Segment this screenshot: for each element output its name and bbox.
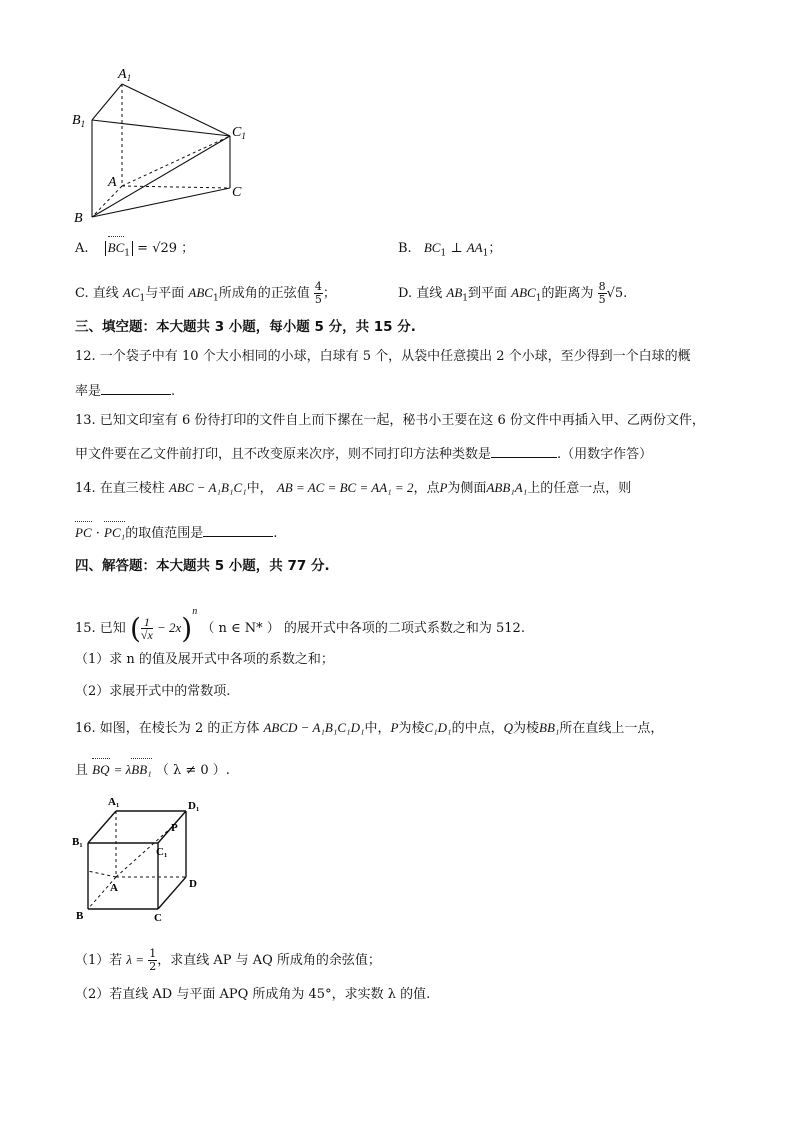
option-d-fraction: $\frac{8}{5}$ — [598, 280, 606, 306]
q14-point-pre: ，点 — [413, 481, 440, 496]
q14-line-2-text: 的取值范围是 — [125, 526, 204, 541]
section-4-title: 四、解答题：本大题共 5 小题，共 77 分. — [75, 558, 330, 574]
q14-intro: 14. 在直三棱柱 — [75, 481, 165, 496]
option-b: B. $BC_1$ ⊥ $AA_1$； — [398, 240, 502, 259]
q16-line-2-pre: 且 — [75, 763, 89, 778]
q14-line-2-end: . — [273, 526, 278, 541]
q15-term: − 2x — [156, 620, 182, 635]
option-a — [75, 239, 194, 263]
q12-line-2-text: 率是 — [75, 384, 102, 399]
q16-line-1 — [75, 719, 663, 738]
q16-part-1-post: ，求直线 AP 与 AQ 所成角的余弦值； — [157, 953, 381, 968]
option-a-abs: $BC_1$ — [105, 241, 133, 256]
q16-edge-c1d1: C₁D₁ — [424, 720, 452, 735]
label-A1: $A_1$ — [118, 67, 132, 83]
label-C1: $C_1$ — [232, 125, 246, 141]
option-a-value: = √29 ； — [137, 241, 195, 256]
cube-label-A: A — [110, 882, 118, 894]
option-d-line: AB — [446, 285, 463, 300]
q15-exponent: n — [192, 606, 198, 617]
q15-stem — [75, 594, 525, 647]
label-C: C — [232, 185, 242, 200]
cube-label-B1: B₁ — [72, 836, 83, 848]
q16-vector-bb1: BB₁ — [131, 762, 152, 777]
q16-edge-bb1: BB₁ — [539, 720, 560, 735]
q15-paren-left: ( — [129, 611, 141, 645]
q13-line-2 — [75, 443, 652, 464]
option-c-line: AC — [122, 285, 140, 300]
q16-vector-bq: BQ — [92, 762, 110, 777]
option-a-prefix: A. — [75, 241, 89, 256]
q14-prism: ABC − A₁B₁C₁ — [168, 480, 247, 495]
q16-part-1-pre: （1）若 — [75, 953, 123, 968]
q14-dot: · — [95, 526, 100, 541]
q16-mid2: 为棱 — [398, 721, 425, 736]
q13-line-2-text: 甲文件要在乙文件前打印，且不改变原来次序，则不同打印方法种类数是 — [75, 447, 492, 462]
option-b-tail: ； — [488, 241, 502, 256]
option-c-fraction: $\frac{4}{5}$ — [314, 280, 322, 306]
option-d-tail: 的距离为 — [541, 286, 594, 301]
option-b-prefix: B. — [398, 241, 412, 256]
cube-label-B: B — [76, 910, 84, 922]
option-c: C. 直线 $AC_1$与平面 $ABC_1$所成角的正弦值 $\frac{4}{5}$ ； — [75, 280, 336, 306]
q15-condition: （ n ∈ N* ） — [201, 621, 280, 636]
q16-mid4: 为棱 — [512, 721, 539, 736]
q14-line-2 — [75, 522, 277, 543]
label-A: A — [108, 175, 117, 190]
q14-vector-pc: PC — [75, 525, 92, 540]
option-a-vector: BC — [107, 240, 125, 255]
option-b-perp: ⊥ — [450, 241, 463, 256]
q14-face: ABB₁A₁ — [486, 480, 528, 495]
option-d-prefix: D. 直线 — [398, 286, 443, 301]
option-d-mid: 到平面 — [468, 286, 508, 301]
label-B: B — [74, 211, 83, 226]
q12-line-2 — [75, 380, 175, 401]
q13-answer-blank[interactable] — [491, 443, 557, 458]
q16-condition: （ λ ≠ 0 ）. — [155, 763, 230, 778]
q13-line-2-end: .（用数字作答） — [557, 447, 653, 462]
q15-part-1: （1）求 n 的值及展开式中各项的系数之和； — [75, 652, 334, 667]
q15-part-2: （2）求展开式中的常数项. — [75, 684, 231, 699]
option-c-mid: 与平面 — [145, 286, 185, 301]
option-b-lhs: BC — [423, 240, 441, 255]
q14-face-pre: 为侧面 — [447, 481, 487, 496]
q14-point: P — [439, 480, 448, 495]
q16-line-2 — [75, 761, 230, 780]
q14-equation: AB = AC = BC = AA₁ = 2 — [276, 480, 414, 495]
q16-part-1-fraction: $\frac{1}{2}$ — [149, 947, 157, 973]
option-b-rhs: AA — [466, 240, 483, 255]
q12-line-2-end: . — [171, 384, 176, 399]
q14-vector-pc1: PC₁ — [104, 525, 126, 540]
option-d-plane: ABC — [511, 285, 536, 300]
q16-equals-lambda: = λ — [113, 762, 132, 777]
q14-line-1-end: 上的任意一点，则 — [527, 481, 632, 496]
option-d: D. 直线 $AB_1$到平面 $ABC_1$的距离为 $\frac{8}{5}$ √5. — [398, 280, 628, 306]
q16-point-p: P — [390, 720, 399, 735]
q16-mid3: 的中点， — [451, 721, 504, 736]
option-c-plane: ABC — [188, 285, 213, 300]
cube-label-A1: A₁ — [108, 796, 120, 808]
cube-label-P: P — [171, 822, 178, 834]
option-c-tail: 所成角的正弦值 — [218, 286, 310, 301]
q16-part-1-lambda: λ = — [126, 952, 145, 967]
option-c-prefix: C. 直线 — [75, 286, 119, 301]
q14-answer-blank[interactable] — [203, 522, 273, 537]
q12-answer-blank[interactable] — [101, 380, 171, 395]
q16-mid: 中， — [364, 721, 391, 736]
option-d-root: √5 — [606, 286, 624, 301]
cube-label-D: D — [189, 878, 197, 890]
q15-paren-right: ) — [181, 611, 193, 645]
q16-intro: 16. 如图，在棱长为 2 的正方体 — [75, 721, 260, 736]
cube-label-C1: C₁ — [156, 846, 168, 858]
q16-cube: ABCD − A₁B₁C₁D₁ — [263, 720, 365, 735]
q14-mid: 中， — [246, 481, 273, 496]
cube-label-C: C — [154, 912, 162, 924]
q12-line-1: 12. 一个袋子中有 10 个大小相同的小球，白球有 5 个，从袋中任意摸出 2 个小球，至少得到一个白球的概 — [75, 349, 691, 364]
cube-label-D1: D₁ — [188, 800, 200, 812]
q15-fraction: $\frac{1}{√x}$ — [140, 615, 153, 642]
q16-part-1 — [75, 945, 381, 976]
q16-part-2: （2）若直线 AD 与平面 APQ 所成角为 45°，求实数 λ 的值. — [75, 987, 431, 1002]
cube-figure — [70, 795, 210, 925]
q16-line-1-end: 所在直线上一点， — [559, 721, 664, 736]
option-d-end: . — [623, 286, 628, 301]
q15-stem-end: 的展开式中各项的二项式系数之和为 512. — [283, 621, 525, 636]
q13-line-1: 13. 已知文印室有 6 份待打印的文件自上而下摞在一起，秘书小王要在这 6 份文件中再插入甲、乙两份文件， — [75, 413, 705, 428]
option-c-end: ； — [322, 286, 336, 301]
q15-intro: 15. 已知 — [75, 621, 126, 636]
section-3-title: 三、填空题：本大题共 3 小题，每小题 5 分，共 15 分. — [75, 319, 416, 335]
q16-point-q: Q — [503, 720, 513, 735]
prism-figure — [70, 62, 260, 227]
q14-line-1 — [75, 479, 631, 498]
label-B1: $B_1$ — [72, 113, 86, 129]
